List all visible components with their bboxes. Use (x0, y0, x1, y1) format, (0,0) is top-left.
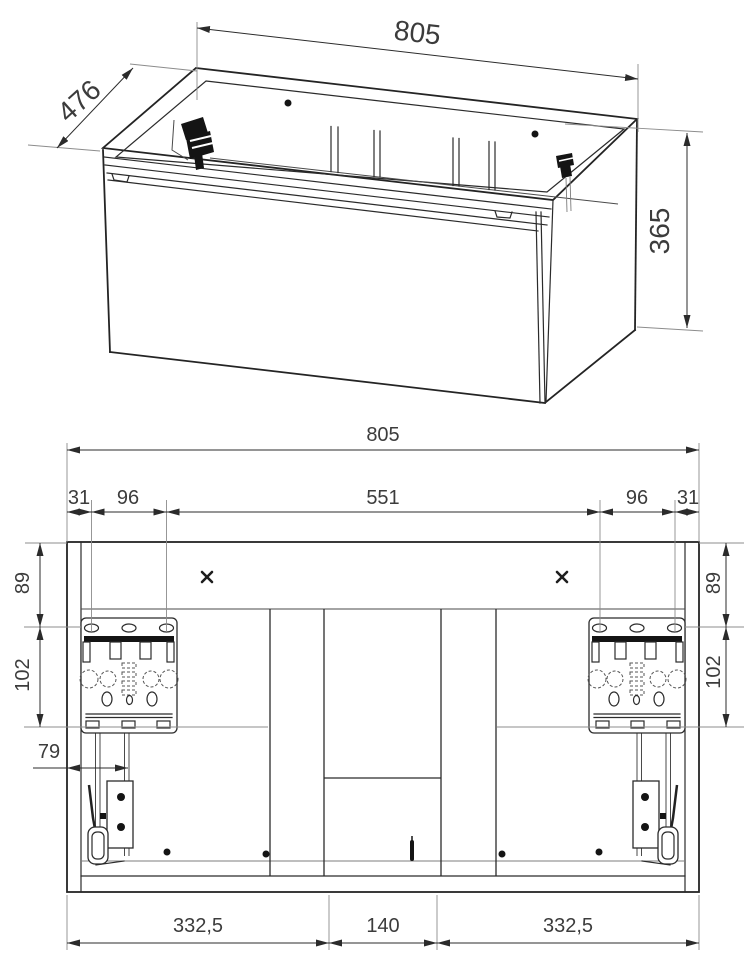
bottom-label-332-left: 332,5 (172, 915, 224, 937)
rear-dim-top-chain (67, 487, 699, 512)
rear-dim-right-chain (703, 543, 726, 727)
right-label-102: 102 (703, 655, 725, 689)
bottom-label-140: 140 (366, 915, 400, 937)
rear-dim-left-chain (12, 543, 40, 727)
left-label-89: 89 (12, 571, 34, 595)
rear-view (12, 424, 744, 950)
iso-dim-height (565, 124, 703, 331)
iso-dim-depth (28, 64, 197, 151)
iso-view (28, 14, 703, 403)
wall-bracket-left (80, 618, 178, 733)
right-label-89: 89 (703, 571, 725, 595)
iso-height-label: 365 (644, 207, 675, 255)
iso-dim-width (197, 14, 638, 132)
chain-label-31-right: 31 (676, 487, 700, 509)
iso-width-label: 805 (392, 14, 443, 51)
cabinet-body-iso (103, 68, 637, 403)
bottom-label-332-right: 332,5 (542, 915, 594, 937)
rear-overall-width-label: 805 (366, 424, 400, 446)
left-label-102: 102 (12, 658, 34, 692)
slide-offset-label: 79 (37, 741, 61, 763)
chain-label-31-left: 31 (67, 487, 91, 509)
iso-depth-label: 476 (51, 73, 107, 129)
screw-mark-right (557, 572, 567, 582)
rear-dim-overall (67, 424, 699, 450)
rear-dim-bottom-chain (67, 915, 699, 943)
drawer-slide-right (633, 733, 678, 865)
back-panel-posts-rear (270, 609, 496, 876)
chain-label-96-right: 96 (625, 487, 649, 509)
screw-mark-left (202, 572, 212, 582)
drawer-slide-left (88, 733, 133, 865)
wall-bracket-right (588, 618, 686, 733)
slide-hardware-right-iso (556, 153, 574, 178)
chain-label-96-left: 96 (116, 487, 140, 509)
chain-label-551: 551 (366, 487, 400, 509)
